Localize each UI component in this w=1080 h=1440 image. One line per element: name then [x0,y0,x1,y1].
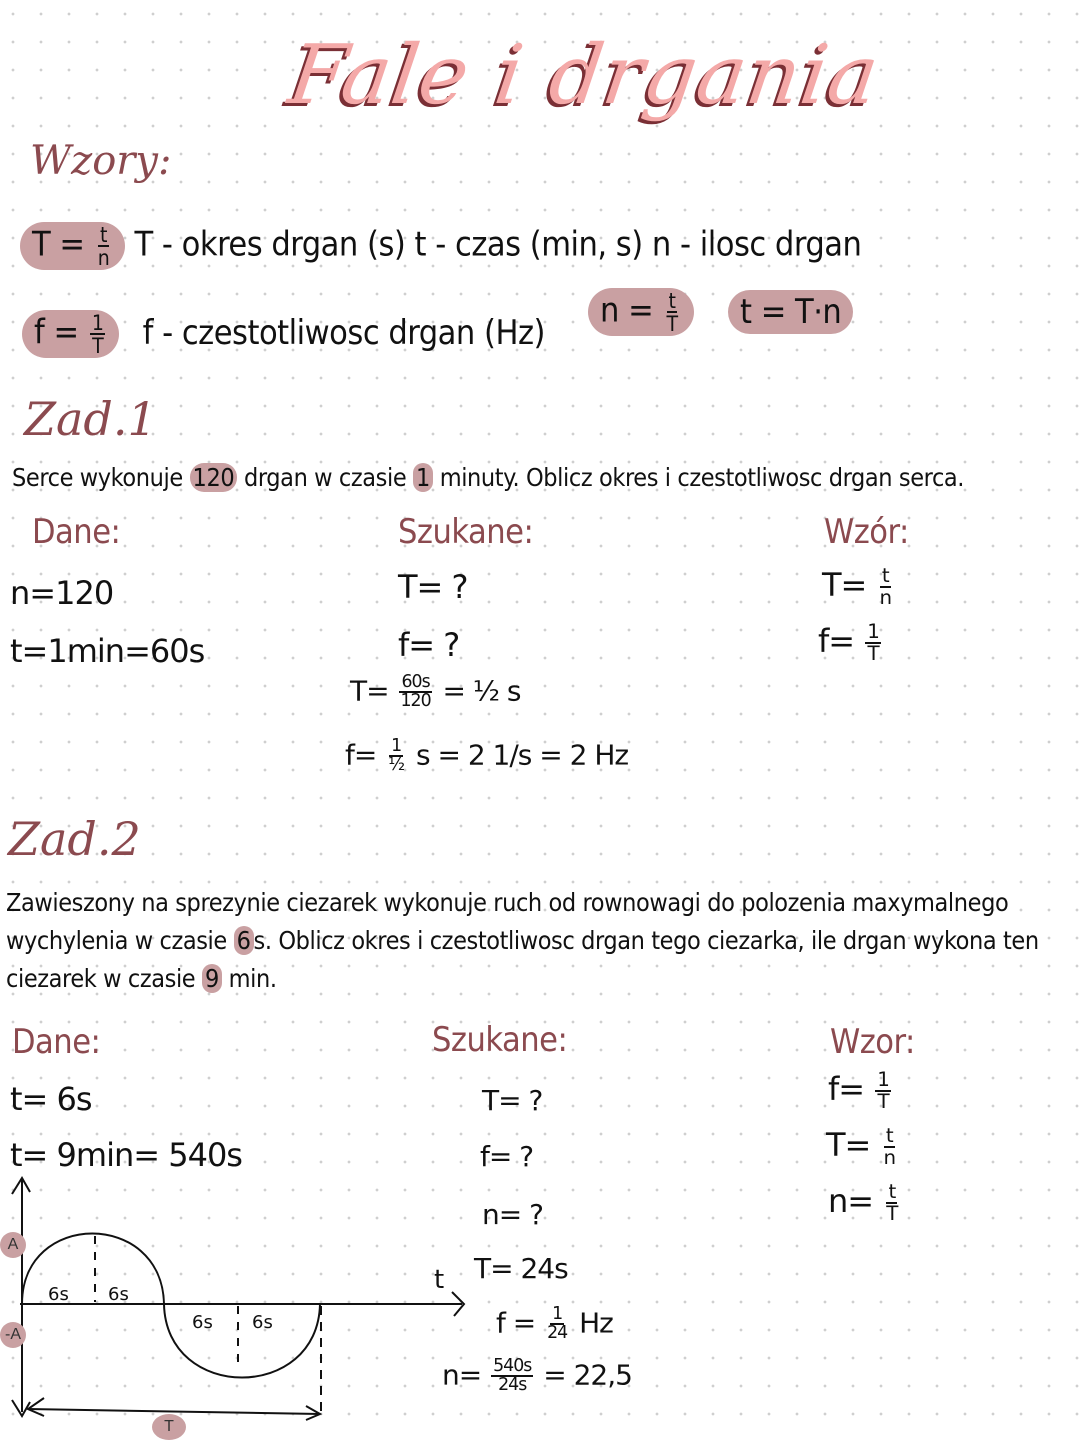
task2-given-heading: Dane: [12,1022,101,1062]
task2-problem-text [6,884,1080,998]
formula-lhs: f= [818,622,855,660]
formula-lhs: f= [828,1070,865,1108]
problem-text: Serce wykonuje [12,463,183,492]
task2-sought-heading: Szukane: [432,1020,568,1060]
formula-lhs: T= [822,566,867,604]
fraction-numerator: t [881,564,889,588]
formula-lhs: n= [828,1182,874,1220]
task2-sought-f: f= ? [480,1140,534,1173]
frequency-formula-description: f - czestotliwosc drgan (Hz) [142,312,545,353]
fraction-numerator: t [100,222,107,247]
frequency-formula-highlight [22,310,119,358]
fraction-numerator: t [668,288,676,313]
problem-text: minuty. Oblicz okres i czestotliwosc drgan serca. [439,463,965,492]
problem-text: ciezarek w czasie [6,964,196,993]
problem-text: min. [228,964,277,993]
period-arrow-line [28,1409,320,1414]
fraction-numerator: 1 [877,1068,889,1092]
fraction-denominator: T [867,642,879,665]
oscillation-graph [0,1170,480,1439]
fraction-denominator: T [92,333,104,359]
task1-problem-text [12,463,964,492]
formula-fraction [878,566,894,608]
solution-lhs: f = [496,1306,536,1340]
period-formula-highlight [20,222,125,270]
negative-amplitude-label: -A [0,1322,26,1348]
formula-row-frequency [22,310,545,358]
count-formula-lhs: n = [600,290,654,331]
solution-result: s = 2 1/s = 2 Hz [415,738,629,772]
segment-label: 6s [192,1312,213,1333]
solution-unit: Hz [579,1306,613,1340]
highlight-value: 6 [234,926,254,955]
fraction-numerator: t [888,1180,896,1204]
solution-lhs: T= [350,674,389,708]
solution-lhs: f= [345,738,377,772]
task1-formula-T [822,566,895,608]
solution-fraction [398,674,432,711]
formula-fraction [882,1126,898,1168]
problem-line [6,960,1080,998]
formula-row-period [20,222,861,270]
task2-given-t2: t= 9min= 540s [10,1136,242,1174]
task2-formula-n [828,1182,901,1224]
amplitude-label: A [0,1232,26,1258]
task1-given-t: t=1min=60s [10,632,205,670]
solution-result: = ½ s [442,674,521,708]
task2-sought-T: T= ? [482,1084,543,1117]
wave-trough [164,1304,320,1378]
time-formula [728,290,853,334]
problem-text: wychylenia w czasie [6,926,227,955]
fraction-denominator: T [886,1202,898,1225]
fraction-denominator: 24 [547,1323,568,1344]
fraction-denominator: n [883,1146,896,1169]
task2-heading: Zad.2 [8,812,141,866]
task1-formula-f [818,622,883,664]
task2-solution-f [496,1306,613,1343]
task1-given-n: n=120 [10,574,114,612]
solution-fraction [491,1358,533,1395]
period-formula-lhs: T = [32,224,85,265]
fraction-numerator: 540s [493,1356,532,1376]
problem-text: drgan w czasie [244,463,407,492]
formula-fraction [875,1070,891,1112]
task1-sought-heading: Szukane: [398,512,534,552]
fraction-numerator: t [885,1124,893,1148]
task1-sought-T: T= ? [398,568,468,606]
problem-line: Zawieszony na sprezynie ciezarek wykonuje ruch od rownowagi do polozenia maxymalnego [6,888,1009,917]
task1-sought-f: f= ? [398,626,460,664]
fraction-numerator: 1 [552,1304,563,1324]
fraction-numerator: 1 [867,620,879,644]
highlight-value: 9 [202,964,222,993]
formulas-heading: Wzory: [30,138,172,184]
frequency-formula-fraction [90,310,106,359]
task1-formula-heading: Wzór: [824,512,909,552]
period-formula-fraction [96,222,112,271]
formula-lhs: T= [826,1126,871,1164]
fraction-denominator: ½ [388,755,405,776]
fraction-denominator: n [97,245,110,271]
problem-text: s. Oblicz okres i czestotliwosc drgan tego ciezarka, ile drgan wykona ten [253,926,1039,955]
fraction-numerator: 1 [391,736,402,756]
count-formula-highlight [588,288,694,336]
fraction-numerator: 1 [91,310,104,335]
solution-lhs: n= [442,1358,482,1392]
solution-fraction [386,738,406,775]
highlight-value: 1 [413,463,433,492]
task2-sought-n: n= ? [482,1198,543,1231]
period-label: T [152,1414,186,1440]
formula-fraction [884,1182,899,1224]
period-arrow-left [28,1398,44,1416]
segment-label: 6s [252,1312,273,1333]
task2-formula-f [828,1070,893,1112]
task2-solution-T: T= 24s [474,1252,568,1285]
fraction-denominator: n [879,586,892,609]
solution-fraction [545,1306,569,1343]
solution-result: = 22,5 [543,1358,632,1392]
fraction-denominator: 120 [400,691,431,712]
count-formula-fraction [664,288,679,337]
task1-heading: Zad.1 [24,392,157,446]
task1-solution-f [345,738,628,775]
fraction-numerator: 60s [401,672,430,692]
formula-fraction [865,622,881,664]
count-formula [588,288,694,336]
frequency-formula-lhs: f = [34,312,79,353]
period-formula-description: T - okres drgan (s) t - czas (min, s) n - ilosc drgan [134,224,862,265]
page-title: Fale i drgania [283,28,886,123]
segment-label: 6s [108,1284,129,1305]
task2-given-t1: t= 6s [10,1080,92,1118]
task2-formula-T [826,1126,899,1168]
time-formula-highlight: t = T·n [728,290,853,334]
problem-line [6,922,1080,960]
fraction-denominator: T [877,1090,889,1113]
fraction-denominator: 24s [498,1375,527,1396]
segment-label: 6s [48,1284,69,1305]
task1-solution-T [350,674,521,711]
wave-crest [22,1234,164,1305]
highlight-value: 120 [190,463,238,492]
task1-given-heading: Dane: [32,512,121,552]
time-axis-label: t [434,1265,445,1295]
task2-formula-heading: Wzor: [830,1022,915,1062]
fraction-denominator: T [666,311,678,337]
